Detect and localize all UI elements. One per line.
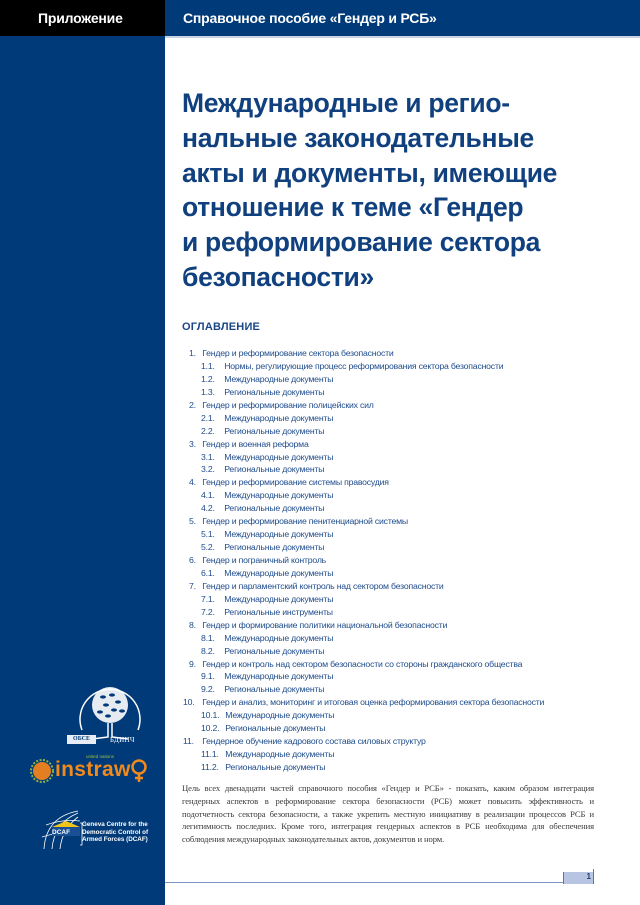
page-number: 1 bbox=[586, 872, 591, 881]
toc-number: 4. bbox=[189, 477, 196, 488]
title-line: безопасности» bbox=[182, 261, 374, 292]
toc-number: 9. bbox=[189, 658, 196, 669]
toc-label: Гендер и контроль над сектором безопасности со стороны гражданского общества bbox=[202, 658, 523, 669]
toc-number: 11.2. bbox=[201, 762, 219, 772]
title-line: акты и документы, имеющие bbox=[182, 157, 558, 188]
toc-subitem[interactable] bbox=[189, 489, 609, 502]
toc-subitem[interactable] bbox=[189, 386, 609, 399]
header-divider bbox=[165, 36, 640, 38]
toc-label: Международные документы bbox=[224, 671, 334, 682]
toc-subitem[interactable] bbox=[189, 502, 609, 515]
toc-label: Нормы, регулирующие процесс реформирования сектора безопасности bbox=[224, 360, 504, 371]
toc-label: Международные документы bbox=[224, 451, 334, 462]
toc-label: Региональные документы bbox=[225, 723, 326, 734]
toc-number: 5.1. bbox=[201, 529, 215, 540]
toc-number: 9.1. bbox=[201, 671, 215, 682]
table-of-contents bbox=[183, 347, 609, 774]
toc-number: 10.1. bbox=[201, 710, 220, 721]
title-line: отношение к теме «Гендер bbox=[182, 192, 524, 223]
toc-subitem[interactable] bbox=[189, 593, 609, 606]
toc-subitem[interactable] bbox=[189, 606, 609, 619]
toc-number: 1.2. bbox=[201, 373, 215, 384]
toc-item[interactable] bbox=[189, 515, 609, 528]
toc-label: Международные документы bbox=[224, 567, 334, 578]
toc-number: 1.1. bbox=[201, 360, 215, 371]
toc-number: 5.2. bbox=[201, 542, 215, 553]
toc-label: Региональные документы bbox=[224, 464, 325, 475]
toc-label: Международные документы bbox=[224, 529, 334, 540]
book-title: Справочное пособие «Гендер и РСБ» bbox=[183, 10, 437, 26]
toc-number: 5. bbox=[189, 516, 196, 527]
footer-rule bbox=[165, 882, 563, 883]
toc-label: Гендер и пограничный контроль bbox=[202, 555, 327, 565]
toc-label: Региональные документы bbox=[224, 425, 325, 436]
toc-item[interactable] bbox=[183, 735, 609, 748]
toc-label: Гендер и реформирование системы правосудия bbox=[202, 477, 389, 488]
toc-number: 10. bbox=[183, 697, 195, 708]
toc-label: Региональные инструменты bbox=[224, 606, 333, 617]
toc-number: 7.2. bbox=[201, 606, 215, 617]
title-line: и реформирование сектора bbox=[182, 227, 541, 258]
toc-number: 7.1. bbox=[201, 593, 215, 604]
toc-number: 10.2. bbox=[201, 723, 220, 734]
odihr-label: БДИПЧ bbox=[110, 736, 135, 744]
toc-number: 3.1. bbox=[201, 451, 215, 462]
page-title bbox=[182, 86, 602, 295]
instraw-subtitle: united nations bbox=[86, 754, 115, 759]
toc-number: 2. bbox=[189, 399, 196, 410]
toc-number: 6. bbox=[189, 555, 196, 565]
toc-label: Международные документы bbox=[224, 373, 334, 384]
title-line: Международные и регио- bbox=[182, 88, 510, 118]
toc-item[interactable] bbox=[183, 696, 609, 709]
toc-number: 4.2. bbox=[201, 503, 215, 514]
toc-label: Региональные документы bbox=[224, 645, 325, 656]
dcaf-badge: DCAF bbox=[52, 829, 71, 836]
section-tab-label: Приложение bbox=[38, 10, 123, 26]
toc-number: 9.2. bbox=[201, 684, 215, 695]
toc-number: 1.3. bbox=[201, 386, 215, 397]
toc-subitem[interactable] bbox=[189, 683, 609, 696]
toc-number: 2.1. bbox=[201, 412, 215, 423]
toc-subitem[interactable] bbox=[189, 632, 609, 645]
toc-label: Региональные документы bbox=[225, 762, 326, 772]
toc-item[interactable] bbox=[189, 580, 609, 593]
toc-label: Региональные документы bbox=[224, 542, 325, 553]
toc-subitem[interactable] bbox=[189, 645, 609, 658]
toc-label: Региональные документы bbox=[224, 684, 325, 695]
osce-label-box: ОБСЕ bbox=[67, 735, 96, 744]
toc-item[interactable] bbox=[189, 619, 609, 632]
toc-heading: ОГЛАВЛЕНИЕ bbox=[182, 321, 261, 333]
toc-label: Гендер и военная реформа bbox=[202, 438, 309, 449]
toc-subitem[interactable] bbox=[189, 528, 609, 541]
toc-number: 8. bbox=[189, 619, 196, 630]
toc-label: Международные документы bbox=[224, 593, 334, 604]
toc-item[interactable] bbox=[189, 658, 609, 671]
toc-label: Гендер и формирование политики национальной безопасности bbox=[202, 619, 448, 630]
toc-label: Гендер и реформирование полицейских сил bbox=[202, 399, 374, 410]
toc-number: 11.1. bbox=[201, 749, 219, 760]
toc-subitem[interactable] bbox=[189, 425, 609, 438]
toc-number: 11. bbox=[183, 736, 194, 747]
toc-item[interactable] bbox=[189, 399, 609, 412]
toc-subitem[interactable] bbox=[189, 722, 609, 735]
toc-number: 8.2. bbox=[201, 645, 215, 656]
page-box-edge bbox=[593, 869, 594, 884]
toc-label: Гендер и реформирование сектора безопасности bbox=[202, 348, 394, 358]
toc-item[interactable] bbox=[189, 476, 609, 489]
dcaf-name: Geneva Centre for the Democratic Control of Armed Forces (DCAF) bbox=[82, 821, 149, 844]
toc-number: 3. bbox=[189, 438, 196, 449]
toc-number: 2.2. bbox=[201, 425, 215, 436]
page-number-box bbox=[563, 872, 594, 884]
toc-label: Гендерное обучение кадрового состава силовых структур bbox=[202, 736, 426, 747]
title-line: нальные законодательные bbox=[182, 122, 534, 153]
toc-label: Международные документы bbox=[225, 710, 335, 721]
toc-label: Гендер и анализ, мониторинг и итоговая оценка реформирования сектора безопасности bbox=[202, 697, 545, 708]
toc-subitem[interactable] bbox=[189, 670, 609, 683]
toc-label: Международные документы bbox=[224, 412, 334, 423]
toc-subitem[interactable] bbox=[189, 360, 609, 373]
toc-item[interactable] bbox=[189, 554, 609, 567]
toc-number: 4.1. bbox=[201, 490, 215, 501]
toc-item[interactable] bbox=[189, 347, 609, 360]
toc-number: 6.1. bbox=[201, 567, 215, 578]
toc-subitem[interactable] bbox=[189, 567, 609, 580]
toc-subitem[interactable] bbox=[189, 373, 609, 386]
toc-label: Региональные документы bbox=[224, 503, 325, 514]
toc-label: Гендер и реформирование пенитенциарной системы bbox=[202, 516, 408, 527]
instraw-logo-text: instraw bbox=[55, 758, 131, 781]
toc-subitem[interactable] bbox=[189, 761, 609, 774]
toc-subitem[interactable] bbox=[189, 709, 609, 722]
intro-paragraph: Цель всех двенадцати частей справочного пособия «Гендер и РСБ» - показать, каким образом интеграция гендерных аспектов в реформирование сектора безопасности (РСБ) может повысить эффективность и подотчетность сектора безопасности, а также укрепить местную инициативу в реализации процессов РСБ и легитимность последних. Кроме того, интеграция гендерных аспектов в РСБ необходима для обеспечения соблюдения международных законодательных актов, документов и норм. bbox=[182, 783, 594, 845]
toc-subitem[interactable] bbox=[189, 463, 609, 476]
toc-label: Международные документы bbox=[224, 490, 334, 501]
toc-subitem[interactable] bbox=[189, 541, 609, 554]
toc-label: Гендер и парламентский контроль над сектором безопасности bbox=[202, 580, 444, 591]
toc-label: Региональные документы bbox=[224, 386, 325, 397]
toc-subitem[interactable] bbox=[189, 412, 609, 425]
toc-subitem[interactable] bbox=[189, 748, 609, 761]
toc-number: 8.1. bbox=[201, 632, 215, 643]
toc-label: Международные документы bbox=[224, 632, 334, 643]
toc-label: Международные документы bbox=[225, 749, 335, 760]
toc-number: 3.2. bbox=[201, 464, 215, 475]
toc-number: 7. bbox=[189, 580, 196, 591]
toc-subitem[interactable] bbox=[189, 451, 609, 464]
toc-number: 1. bbox=[189, 348, 196, 358]
toc-item[interactable] bbox=[189, 438, 609, 451]
